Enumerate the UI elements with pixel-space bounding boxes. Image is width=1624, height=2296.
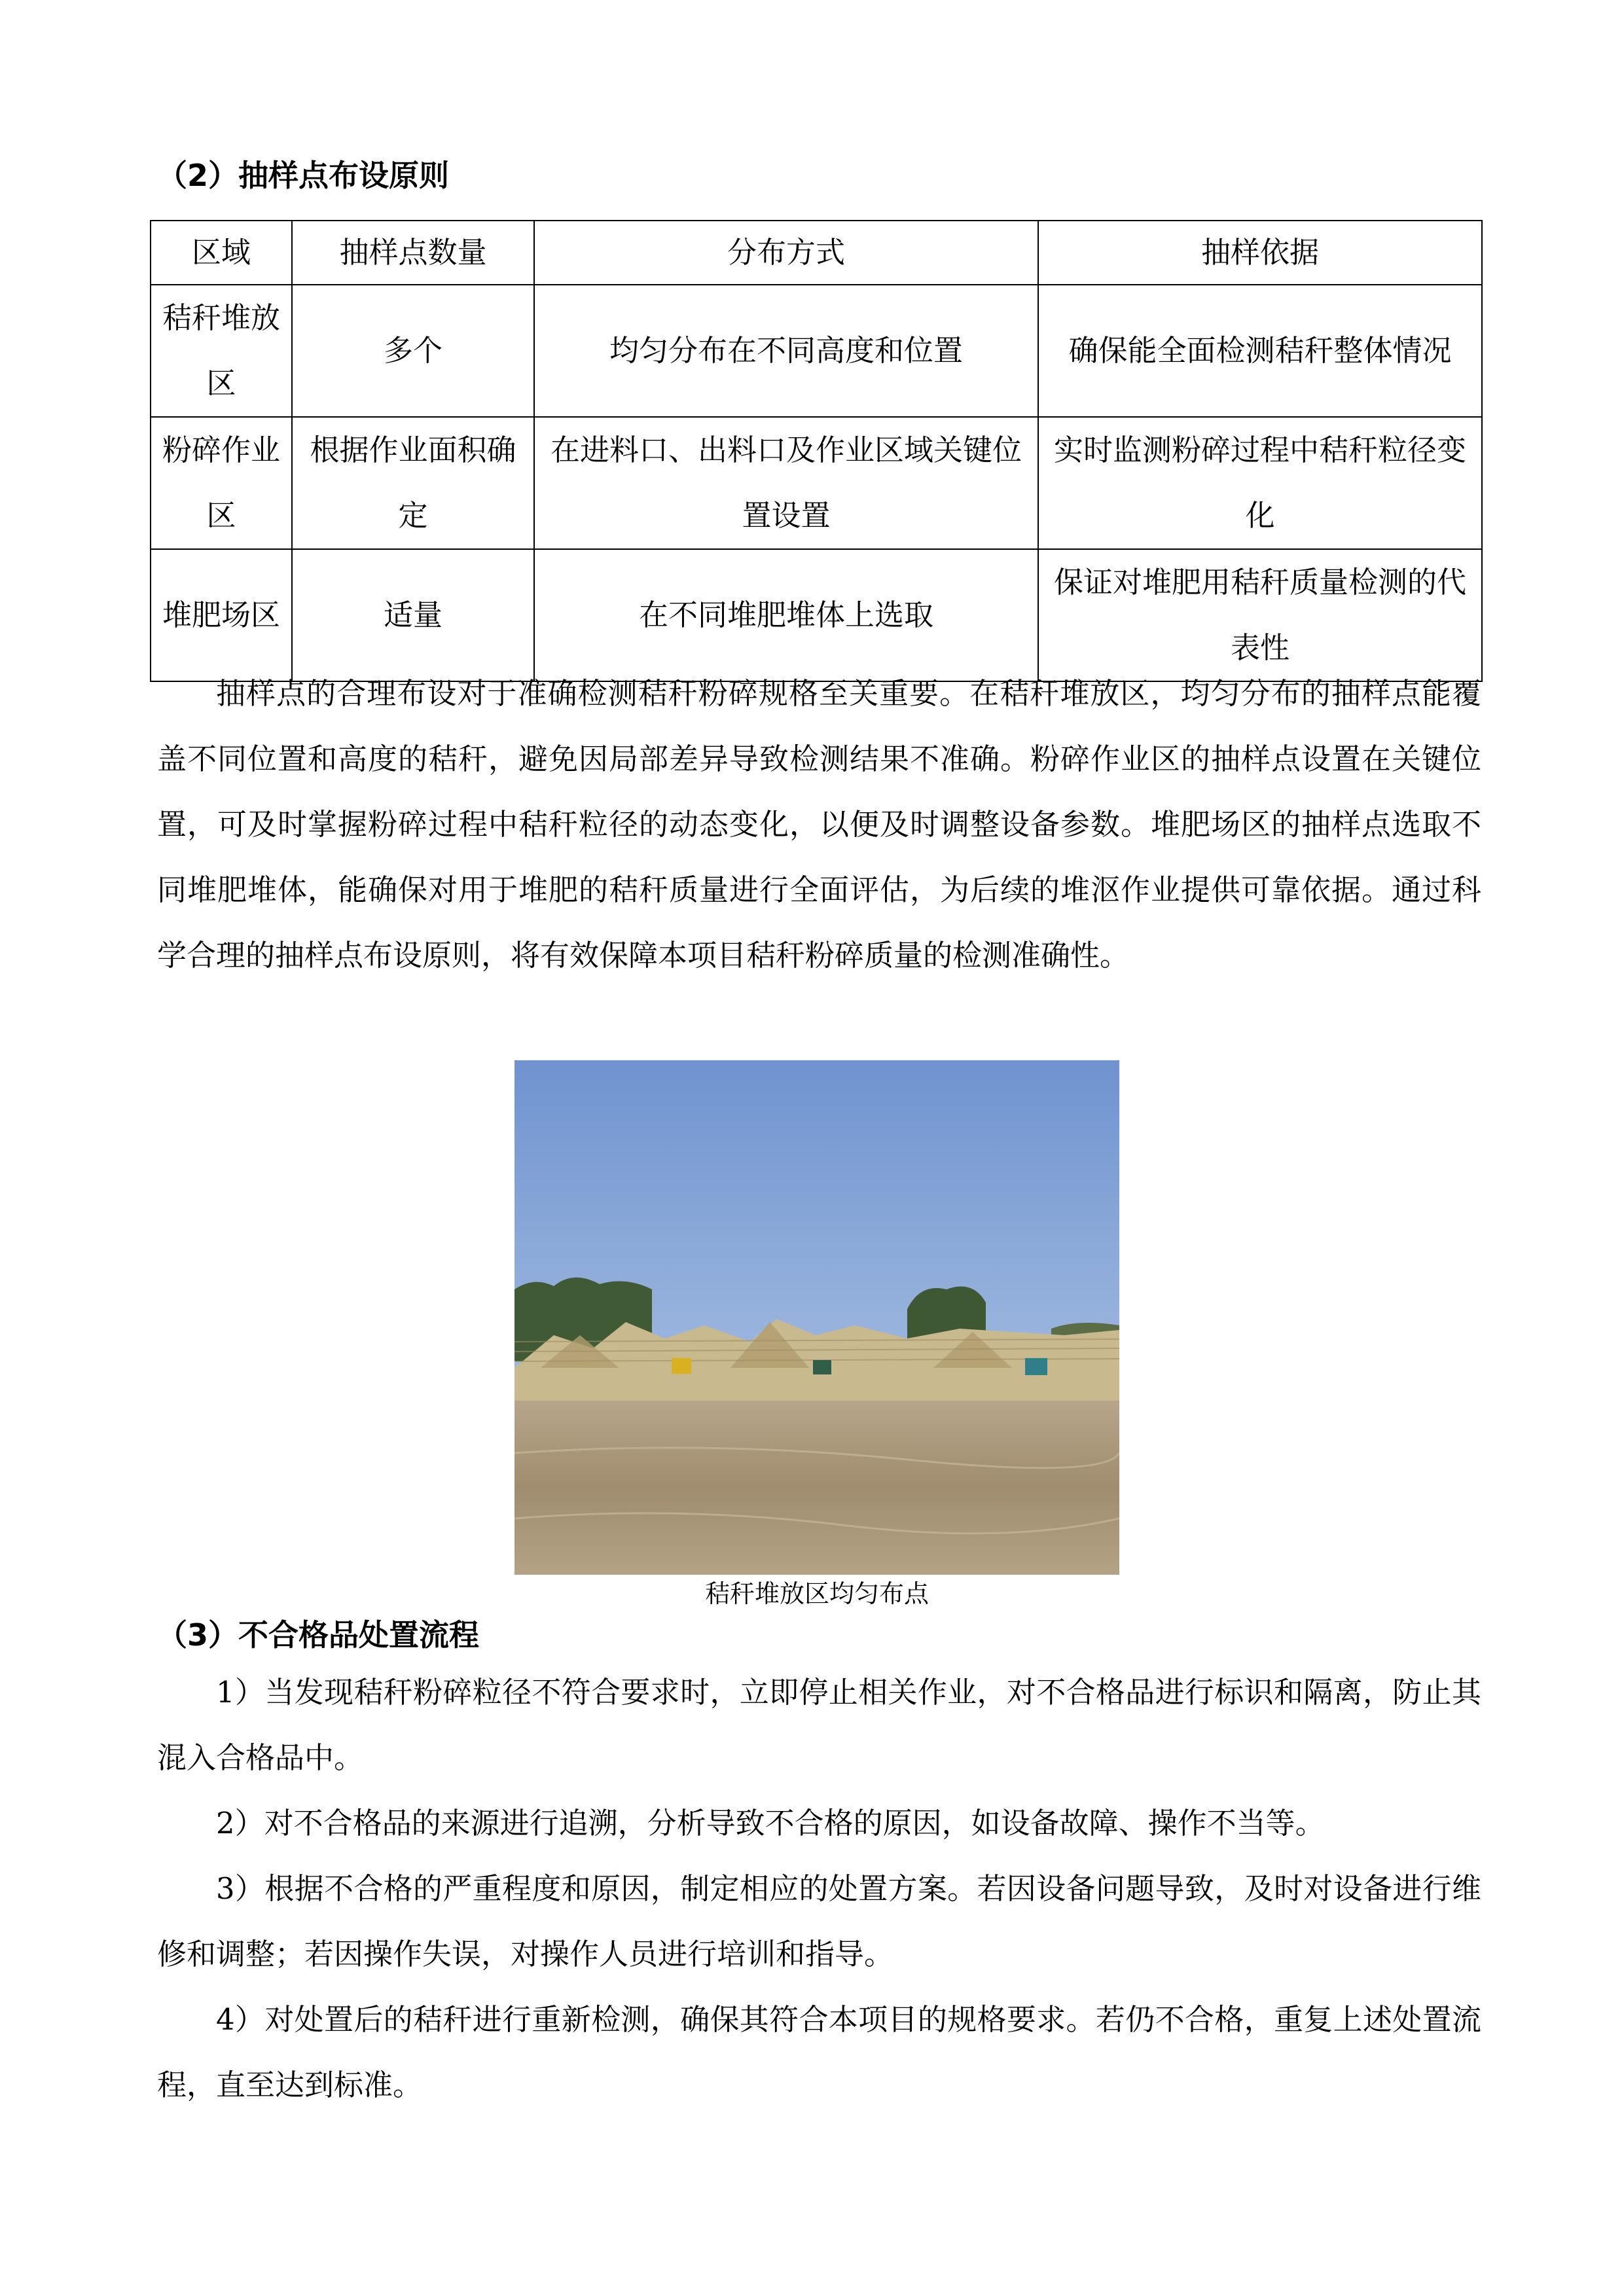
table-cell: 确保能全面检测秸秆整体情况 xyxy=(1038,285,1482,417)
sampling-table xyxy=(150,220,1483,682)
table-cell: 堆肥场区 xyxy=(151,549,292,681)
step-3: 3）根据不合格的严重程度和原因，制定相应的处置方案。若因设备问题导致，及时对设备进行维修和调整；若因操作失误，对操作人员进行培训和指导。 xyxy=(157,1871,1481,1971)
table-row xyxy=(151,285,1482,417)
table-cell: 适量 xyxy=(292,549,534,681)
table-cell: 保证对堆肥用秸秆质量检测的代表性 xyxy=(1038,549,1482,681)
table-cell: 根据作业面积确定 xyxy=(292,417,534,549)
step-2: 2）对不合格品的来源进行追溯，分析导致不合格的原因，如设备故障、操作不当等。 xyxy=(216,1806,1325,1840)
table-cell: 在不同堆肥堆体上选取 xyxy=(534,549,1038,681)
section-heading-sampling-principles: （2）抽样点布设原则 xyxy=(157,158,450,193)
table-cell: 在进料口、出料口及作业区域关键位置设置 xyxy=(534,417,1038,549)
table-cell: 粉碎作业区 xyxy=(151,417,292,549)
section-heading-nonconforming: （3）不合格品处置流程 xyxy=(157,1617,480,1653)
figure-caption: 秸秆堆放区均匀布点 xyxy=(704,1579,929,1608)
step-1: 1）当发现秸秆粉碎粒径不符合要求时，立即停止相关作业，对不合格品进行标识和隔离，防止其混入合格品中。 xyxy=(157,1675,1481,1775)
table-header-cell: 抽样依据 xyxy=(1038,221,1482,285)
table-header-cell: 抽样点数量 xyxy=(292,221,534,285)
sampling-paragraph: 抽样点的合理布设对于准确检测秸秆粉碎规格至关重要。在秸秆堆放区，均匀分布的抽样点能覆盖不同位置和高度的秸秆，避免因局部差异导致检测结果不准确。粉碎作业区的抽样点设置在关键位置，可及时掌握粉碎过程中秸秆粒径的动态变化，以便及时调整设备参数。堆肥场区的抽样点选取不同堆肥堆体，能确保对用于堆肥的秸秆质量进行全面评估，为后续的堆沤作业提供可靠依据。通过科学合理的抽样点布设原则，将有效保障本项目秸秆粉碎质量的检测准确性。 xyxy=(157,676,1481,973)
step-4: 4）对处置后的秸秆进行重新检测，确保其符合本项目的规格要求。若仍不合格，重复上述处置流程，直至达到标准。 xyxy=(157,2002,1481,2102)
table-header-row xyxy=(151,221,1482,285)
straw-yard-photo xyxy=(514,1060,1119,1575)
table-header-cell: 分布方式 xyxy=(534,221,1038,285)
table-row xyxy=(151,417,1482,549)
table-cell: 秸秆堆放区 xyxy=(151,285,292,417)
table-header-cell: 区域 xyxy=(151,221,292,285)
table-cell: 均匀分布在不同高度和位置 xyxy=(534,285,1038,417)
table-cell: 多个 xyxy=(292,285,534,417)
table-cell: 实时监测粉碎过程中秸秆粒径变化 xyxy=(1038,417,1482,549)
